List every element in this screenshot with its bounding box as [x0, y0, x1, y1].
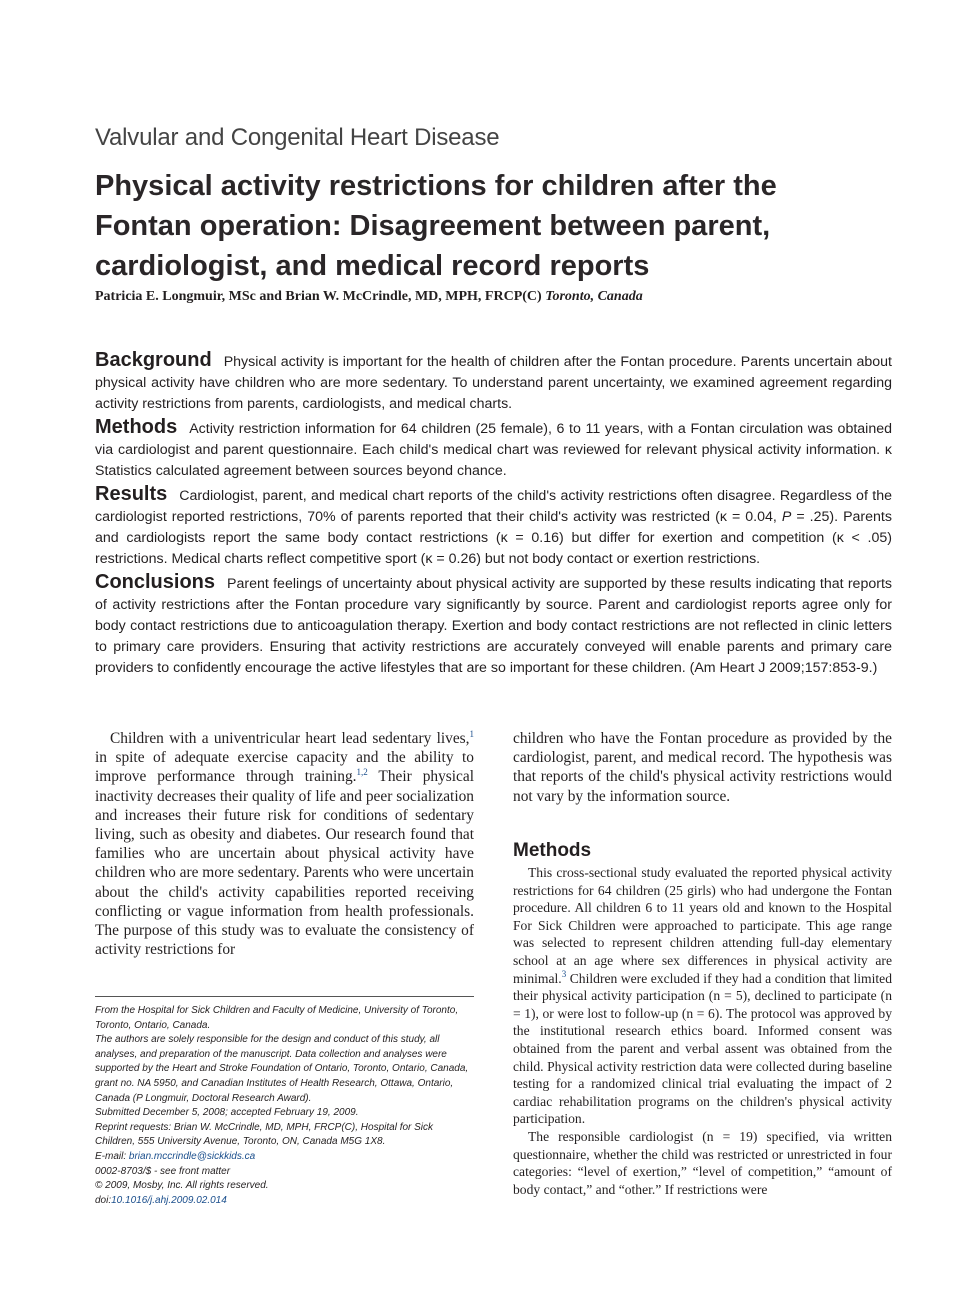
- email-label: E-mail:: [95, 1150, 129, 1162]
- methods-label: Methods: [95, 416, 178, 438]
- body-column-left: [95, 729, 474, 959]
- footnote-reprints: Reprint requests: Brian W. McCrindle, MD, MPH, FRCP(C), Hospital for Sick Children, 555 University Avenue, Toronto, ON, Canada M5G 1X8.: [95, 1121, 434, 1148]
- conclusions-label: Conclusions: [95, 571, 216, 593]
- citation-1[interactable]: 1: [469, 729, 474, 739]
- intro-text-a: Children with a univentricular heart lead sedentary lives,: [110, 730, 470, 747]
- intro-continuation: children who have the Fontan procedure as provided by the cardiologist, parent, and medical record. The hypothesis was that reports of the child's physical activity restrictions would not vary by the information source.: [513, 730, 892, 805]
- methods-text: Activity restriction information for 64 children (25 female), 6 to 11 years, with a Fontan circulation was obtained via cardiologist and parent questionnaire. Each child's medical chart was reviewed for relevant physical activity information. κ Statistics calculated agreement between sources beyond chance.: [95, 421, 892, 479]
- intro-paragraph: [95, 729, 474, 959]
- abstract-conclusions: [95, 572, 892, 679]
- abstract-background: [95, 350, 892, 415]
- footnotes: [95, 1004, 474, 1208]
- author-names: Patricia E. Longmuir, MSc and Brian W. McCrindle, MD, MPH, FRCP(C): [95, 289, 542, 304]
- methods-heading: Methods: [513, 840, 592, 861]
- background-label: Background: [95, 349, 212, 371]
- footnote-affiliation: From the Hospital for Sick Children and Faculty of Medicine, University of Toronto, Toronto, Ontario, Canada.: [95, 1005, 459, 1031]
- footnote-divider: [95, 996, 474, 997]
- footnote-copyright: © 2009, Mosby, Inc. All rights reserved.: [95, 1180, 269, 1192]
- abstract: [95, 350, 892, 681]
- abstract-methods: [95, 417, 892, 482]
- citation-1-2[interactable]: 1,2: [356, 767, 368, 778]
- author-line: [95, 289, 643, 305]
- email-link[interactable]: brian.mccrindle@sickkids.ca: [128, 1150, 256, 1162]
- abstract-results: [95, 484, 892, 570]
- intro-text-c: Their physical inactivity decreases their quality of life and peer socialization and increases their future risk for conditions of sedentary living, such as obesity and diabetes. Our research found that families who are uncertain about physical activity have children who are more sedentary. Parents who were uncertain about the child's activity capabilities reported receiving conflicting or vague information from health professionals. The purpose of this study was to evaluate the consistency of activity restrictions for: [95, 768, 474, 959]
- footnote-email: [95, 1150, 474, 1165]
- results-p-symbol: P: [781, 509, 792, 525]
- intro-text-b: in spite of adequate exercise capacity and the ability to improve performance through training.: [95, 749, 474, 786]
- results-text-a: Cardiologist, parent, and medical chart reports of the child's activity restrictions often disagree. Regardless of the cardiologist reported restrictions, 70% of parents reported that their child's activity was restricted (κ = 0.04,: [95, 488, 892, 525]
- background-text: Physical activity is important for the health of children after the Fontan procedure. Parents uncertain about physical activity have children who are more sedentary. To understand parent uncertainty, we examined agreement regarding activity restrictions from parents, cardiologists, and medical charts.: [95, 354, 892, 412]
- footnote-issn: 0002-8703/$ - see front matter: [95, 1165, 231, 1177]
- doi-label: doi:: [95, 1194, 112, 1206]
- footnote-submitted: Submitted December 5, 2008; accepted February 19, 2009.: [95, 1107, 359, 1119]
- results-text-b: = .25). Parents and cardiologists report the same body contact restrictions (κ = 0.16) but differ for exertion and competition (κ < .05) restrictions. Medical charts reflect competitive sport (κ = 0.26) but not body contact or exertion restrictions.: [95, 509, 892, 567]
- body-column-right-methods: [513, 864, 892, 1198]
- doi-link[interactable]: 10.1016/j.ahj.2009.02.014: [111, 1194, 227, 1206]
- methods-text-b: Children were excluded if they had a condition that limited their physical activity participation (n = 5), declined to participate (n = 1), or were lost to follow-up (n = 6). The protocol was approved by the institutional research ethics board. Informed consent was obtained from the parent and verbal assent was obtained from the child. Physical activity restriction data were collected during baseline testing for a randomized clinical trial evaluating the impact of 2 cardiac rehabilitation programs on the children's physical activity participation.: [513, 970, 892, 1127]
- footnote-doi: [95, 1194, 474, 1209]
- citation-3[interactable]: 3: [561, 968, 567, 979]
- author-location: Toronto, Canada: [545, 289, 643, 304]
- article-title: Physical activity restrictions for children after the Fontan operation: Disagreement between parent, cardiologist, and medical record reports: [95, 170, 777, 282]
- footnote-responsibility: The authors are solely responsible for the design and conduct of this study, all analyses, and preparation of the manuscript. Data collection and analyses were supported by the Heart and Stroke Foundation of Ontario, Toronto, Ontario, Canada, grant no. NA 5950, and Canadian Institutes of Health Research, Ottawa, Ontario, Canada (P Longmuir, Doctoral Research Award).: [95, 1034, 469, 1104]
- body-column-right-intro: [513, 729, 892, 806]
- section-heading: Valvular and Congenital Heart Disease: [95, 124, 500, 151]
- results-label: Results: [95, 483, 168, 505]
- methods-paragraph-1: [513, 864, 892, 1128]
- conclusions-text: Parent feelings of uncertainty about physical activity are supported by these results indicating that reports of activity restrictions after the Fontan procedure vary significantly by source. Parent and cardiologist reports agree only for body contact restrictions due to anticoagulation therapy. Exertion and body contact restrictions are not reflected in clinic letters to primary care providers. Ensuring that activity restrictions are accurately conveyed will enable parents and primary care providers to confidently encourage the active lifestyles that are so important for these children. (Am Heart J 2009;157:853-9.): [95, 576, 892, 676]
- methods-paragraph-2: The responsible cardiologist (n = 19) specified, via written questionnaire, whether the child was restricted or unrestricted in four categories: “level of exertion,” “level of competition,” “amount of body contact,” and “other.” If restrictions were: [513, 1128, 892, 1197]
- methods-text-a: This cross-sectional study evaluated the reported physical activity restrictions for 64 children (25 girls) who had undergone the Fontan procedure. All children 6 to 11 years old and known to the Hospital For Sick Children were approached to participate. This age range was selected to represent children attending full-day elementary school at an age where sex differences in physical activity are minimal.: [513, 865, 892, 986]
